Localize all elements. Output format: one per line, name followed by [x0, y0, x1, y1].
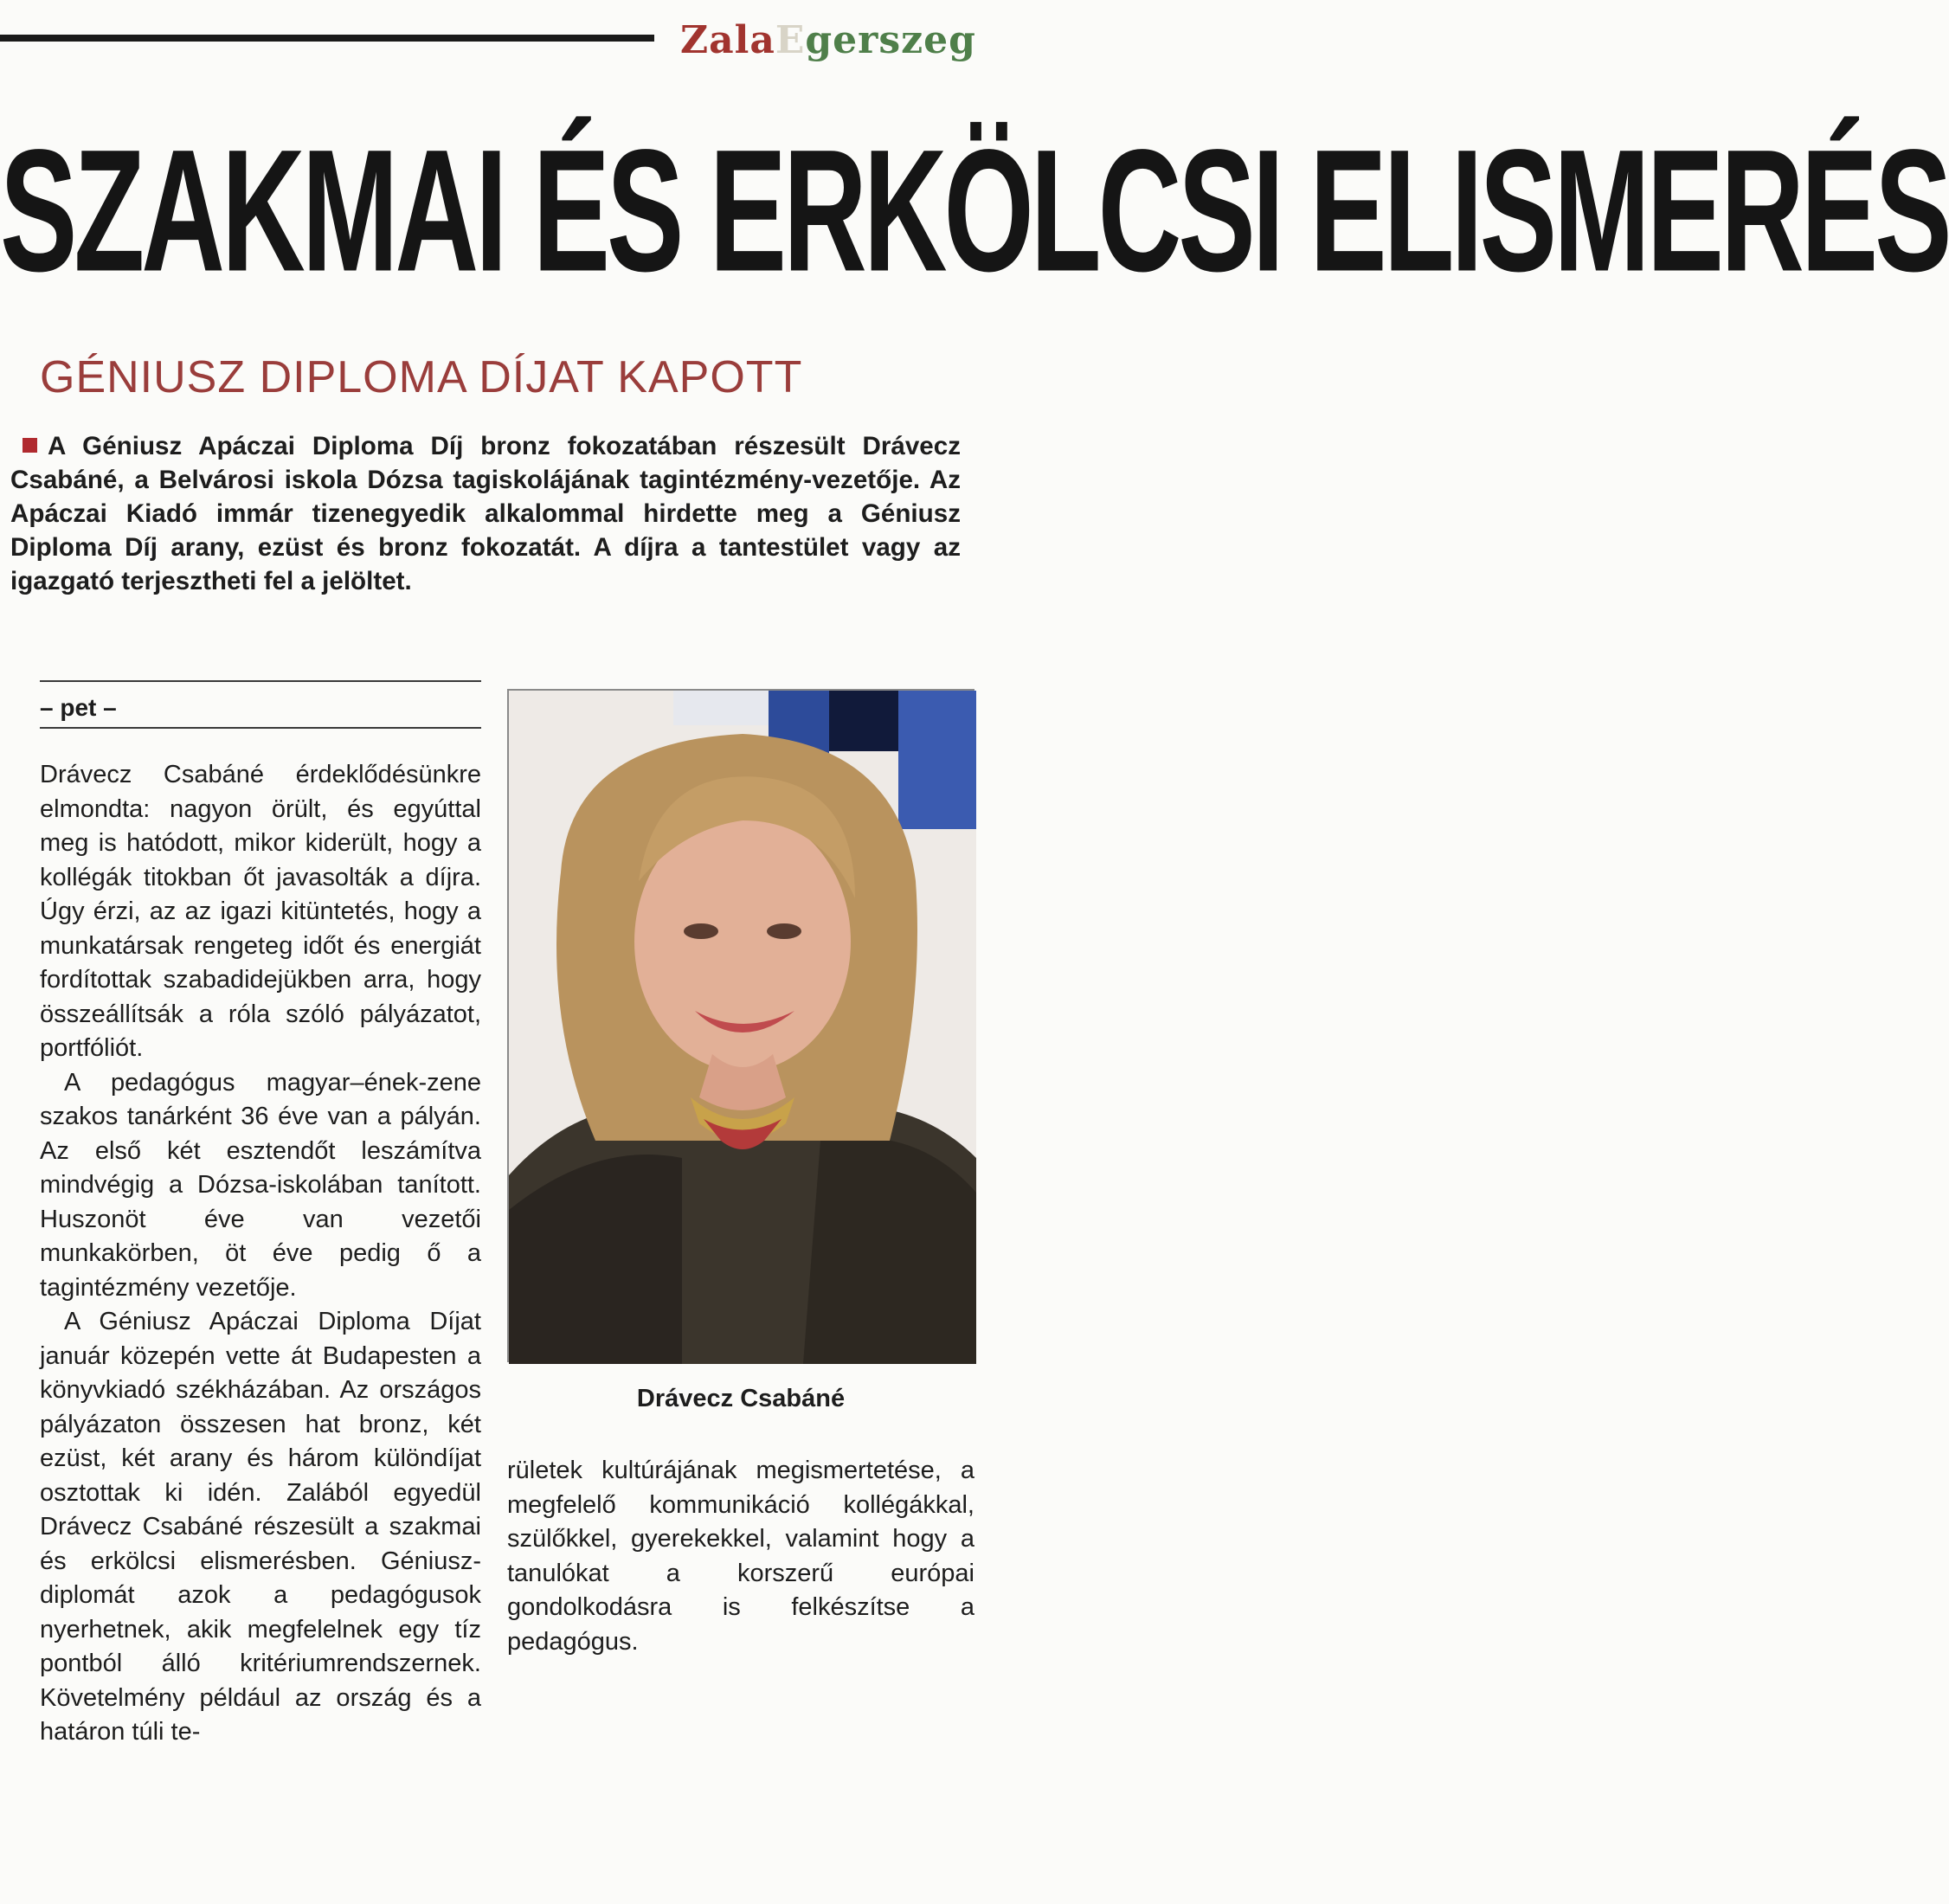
body-paragraph-2: A pedagógus magyar–ének-zene szakos tanárként 36 éve van a pályán. Az első két esztendőt leszámítva mindvégig a Dózsa-iskolában tanított. Huszonöt éve van vezetői munkakörben, öt éve pedig ő a tagintézmény vezetője.: [40, 1068, 481, 1302]
masthead-part-2: E: [775, 18, 806, 62]
body-paragraph-4: rületek kultúrájának megismertetése, a megfelelő kommunikáció kollégákkal, szülőkkel, gyerekekkel, valamint hogy a tanulókat a korszerű európai gondolkodásra is felkészítse a pedagógus.: [507, 1457, 974, 1656]
masthead-logo: [680, 18, 983, 62]
body-column-left: [40, 758, 481, 1750]
masthead-part-1: Zala: [680, 18, 775, 62]
body-paragraph-1: Drávecz Csabáné érdeklődésünkre elmondta: nagyon örült, és egyúttal meg is hatódott, mikor kiderült, hogy a kollégák titokban őt javasolták a díjra. Úgy érzi, az az igazi kitüntetés, hogy a munkatársak rengeteg időt és energiát fordítottak szabadidejükben arra, hogy összeállítsák a róla szóló pályázatot, portfóliót.: [40, 761, 481, 1062]
masthead-part-3: gerszeg: [805, 18, 976, 62]
lead-text: A Géniusz Apáczai Diploma Díj bronz fokozatában részesült Drávecz Csabáné, a Belvárosi iskola Dózsa tagiskolájának tagintézmény-vezetője. Az Apáczai Kiadó immár tizenegyedik alkalommal hirdette meg a Géniusz Diploma Díj arany, ezüst és bronz fokozatát. A díjra a tantestület vagy az igazgató terjesztheti fel a jelöltet.: [10, 432, 961, 595]
article-byline: – pet –: [40, 694, 117, 721]
masthead-rule: [0, 35, 654, 42]
article-lead: [10, 429, 961, 598]
byline-rule-top: [40, 680, 481, 682]
portrait-illustration: [509, 691, 976, 1364]
photo-caption: Drávecz Csabáné: [636, 1385, 846, 1412]
body-column-right: [507, 1454, 974, 1659]
body-paragraph-3: A Géniusz Apáczai Diploma Díjat január közepén vette át Budapesten a könyvkiadó székházában. Az országos pályázaton összesen hat bronz, két ezüst, két arany és három különdíjat osztottak ki idén. Zalából egyedül Drávecz Csabáné részesült a szakmai és erkölcsi elismerésben. Géniusz-diplomát azok a pedagógusok nyerhetnek, akik megfelelnek egy tíz pontból álló kritériumrendszernek. Követelmény például az ország és a határon túli te-: [40, 1308, 481, 1746]
article-headline: SZAKMAI ÉS ERKÖLCSI ELISMERÉS: [0, 114, 1949, 308]
portrait-photo: [507, 689, 974, 1362]
byline-rule-bottom: [40, 727, 481, 729]
bullet-square-icon: [23, 438, 37, 453]
article-subtitle: GÉNIUSZ DIPLOMA DÍJAT KAPOTT: [40, 352, 803, 402]
